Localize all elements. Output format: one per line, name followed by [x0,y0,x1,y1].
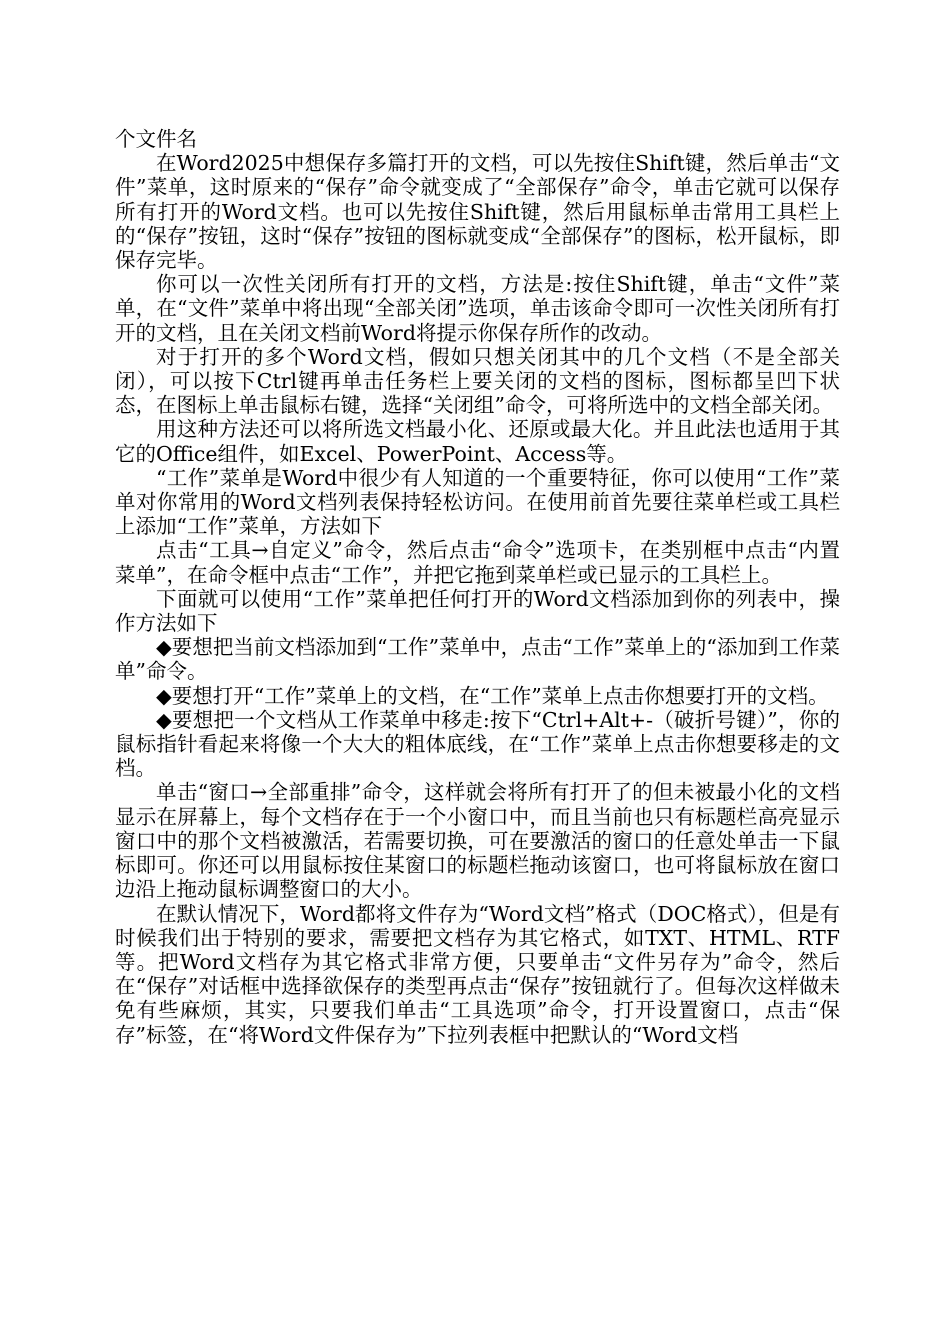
paragraph-6: “工作”菜单是Word中很少有人知道的一个重要特征，你可以使用“工作”菜单对你常用的Word文档列表保持轻松访问。在使用前首先要往菜单栏或工具栏上添加“工作”菜单，方法如下 [115,465,840,539]
paragraph-10: ◆要想打开“工作”菜单上的文档，在“工作”菜单上点击你想要打开的文档。 [156,683,829,708]
paragraph-5: 用这种方法还可以将所选文档最小化、还原或最大化。并且此法也适用于其它的Office组件，如Excel、PowerPoint、Access等。 [115,417,840,466]
document-body [115,127,840,1047]
paragraph-7: 点击“工具→自定义”命令，然后点击“命令”选项卡，在类别框中点击“内置菜单”，在命令框中点击“工作”，并把它拖到菜单栏或已显示的工具栏上。 [115,538,840,587]
paragraph-1: 个文件名 [115,127,197,151]
paragraph-4: 对于打开的多个Word文档，假如只想关闭其中的几个文档（不是全部关闭），可以按下Ctrl键再单击任务栏上要关闭的文档的图标，图标都呈凹下状态，在图标上单击鼠标右键，选择“关闭组”命令，可将所选中的文档全部关闭。 [115,344,840,418]
paragraph-8: 下面就可以使用“工作”菜单把任何打开的Word文档添加到你的列表中，操作方法如下 [115,586,840,636]
paragraph-2: 在Word2025中想保存多篇打开的文档，可以先按住Shift键，然后单击“文件”菜单，这时原来的“保存”命令就变成了“全部保存”命令，单击它就可以保存所有打开的Word文档。也可以先按住Shift键，然后用鼠标单击常用工具栏上的“保存”按钮，这时“保存”按钮的图标就变成“全部保存”的图标，松开鼠标，即保存完毕。 [115,151,840,273]
paragraph-11: ◆要想把一个文档从工作菜单中移走:按下“Ctrl+Alt+-（破折号键）”，你的鼠标指针看起来将像一个大大的粗体底线，在“工作”菜单上点击你想要移走的文档。 [115,707,840,781]
paragraph-9: ◆要想把当前文档添加到“工作”菜单中，点击“工作”菜单上的“添加到工作菜单”命令。 [115,635,840,684]
paragraph-3: 你可以一次性关闭所有打开的文档，方法是:按住Shift键，单击“文件”菜单，在“文件”菜单中将出现“全部关闭”选项，单击该命令即可一次性关闭所有打开的文档，且在关闭文档前Word将提示你保存所作的改动。 [115,272,840,345]
paragraph-12: 单击“窗口→全部重排”命令，这样就会将所有打开了的但未被最小化的文档显示在屏幕上，每个文档存在于一个小窗口中，而且当前也只有标题栏高亮显示窗口中的那个文档被激活，若需要切换，可在要激活的窗口的任意处单击一下鼠标即可。你还可以用鼠标按住某窗口的标题栏拖动该窗口，也可将鼠标放在窗口边沿上拖动鼠标调整窗口的大小。 [115,780,840,902]
paragraph-13: 在默认情况下，Word都将文件存为“Word文档”格式（DOC格式），但是有时候我们出于特别的要求，需要把文档存为其它格式，如TXT、HTML、RTF等。把Word文档存为其它格式非常方便，只要单击“文件另存为”命令，然后在“保存”对话框中选择欲保存的类型再点击“保存”按钮就行了。但每次这样做未免有些麻烦，其实，只要我们单击“工具选项”命令，打开设置窗口，点击“保存”标签，在“将Word文件保存为”下拉列表框中把默认的“Word文档 [115,901,840,1047]
